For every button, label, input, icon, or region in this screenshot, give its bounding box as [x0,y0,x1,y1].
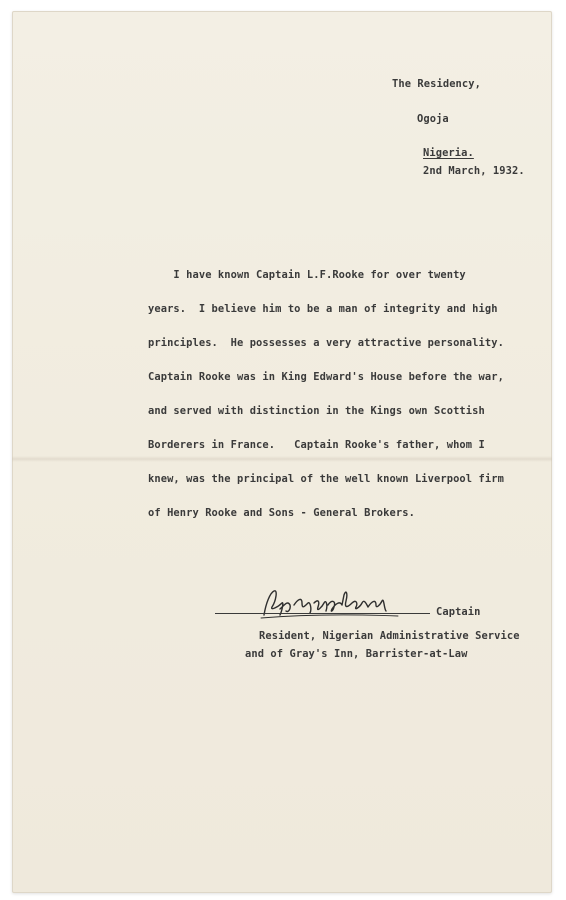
address-line-2: Ogoja [417,113,449,125]
signature-line [215,613,430,614]
body-line-1: I have known Captain L.F.Rooke for over twenty [148,269,466,281]
body-line-6: Borderers in France. Captain Rooke's father, whom I [148,439,485,451]
signature-title: Captain [436,606,481,618]
letter-paper [12,11,552,893]
letter-date: 2nd March, 1932. [423,165,525,177]
body-line-5: and served with distinction in the Kings own Scottish [148,405,485,417]
body-line-2: years. I believe him to be a man of integrity and high [148,303,498,315]
body-line-4: Captain Rooke was in King Edward's House before the war, [148,371,504,383]
signature-designation-line-1: Resident, Nigerian Administrative Service [259,630,520,642]
address-line-3: Nigeria. [423,147,474,159]
signature-designation-line-2: and of Gray's Inn, Barrister-at-Law [245,648,468,660]
body-line-7: knew, was the principal of the well known Liverpool firm [148,473,504,485]
paper-fold-crease [12,456,552,462]
address-line-1: The Residency, [392,78,481,90]
body-line-8: of Henry Rooke and Sons - General Brokers. [148,507,415,519]
body-line-3: principles. He possesses a very attractive personality. [148,337,504,349]
handwritten-signature [258,585,408,625]
